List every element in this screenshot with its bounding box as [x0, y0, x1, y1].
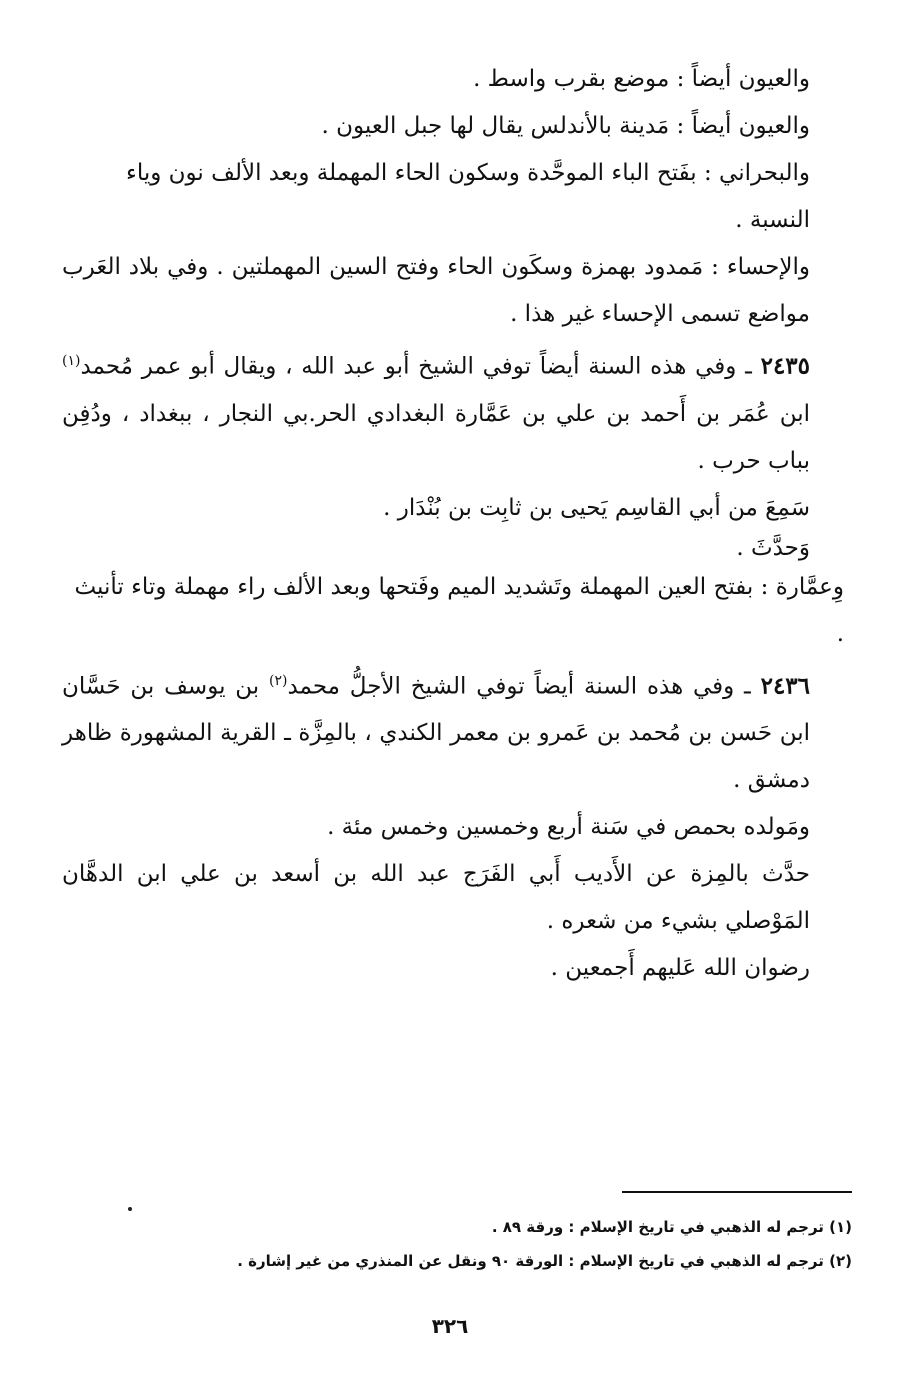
scan-speck — [128, 1207, 132, 1211]
entry-2436 — [62, 658, 844, 805]
footnote-ref-1[interactable]: (١) — [62, 353, 81, 369]
main-text — [62, 56, 844, 992]
paragraph-haddatha: وَحدَّثَ . — [736, 534, 810, 561]
paragraph-samia: سَمِعَ من أبي القاسِم يَحيى بن ثابِت بن بُنْدَار . — [383, 494, 810, 521]
footnote-1: (١) ترجم له الذهبي في تاريخ الإسلام : ورقة ٨٩ . — [491, 1218, 852, 1236]
paragraph-ihsa: والإحساء : مَمدود بهمزة وسكَون الحاء وفتح السين المهملتين . وفي بلاد العَرب مواضع تسمى الإحساء غير هذا . — [62, 254, 810, 327]
footnote-divider — [622, 1191, 852, 1193]
footnotes — [150, 1210, 852, 1278]
footnote-ref-2[interactable]: (٢) — [268, 672, 288, 689]
paragraph-haddath-mizza: حدَّث بالمِزة عن الأَديب أَبي الفَرَج عبد الله بن أسعد بن علي ابن الدهَّان المَوْصلي بشيء من شعره . — [62, 861, 810, 935]
entry-number: ٢٤٣٦ — [760, 672, 811, 700]
page-number: ٣٢٦ — [431, 1314, 469, 1338]
paragraph-ammara: وِعمَّارة : بفتح العين المهملة وتَشديد الميم وفَتحها وبعد الألف راء مهملة وتاء تأنيث . — [74, 573, 844, 647]
footnote-2: (٢) ترجم له الذهبي في تاريخ الإسلام : الورقة ٩٠ ونقل عن المنذري من غير إشارة . — [237, 1252, 852, 1270]
entry-continuation: ابن عُمَر بن أَحمد بن علي بن عَمَّارة البغدادي الحر.بي النجار ، ببغداد ، ودُفِن بباب حرب . — [62, 400, 810, 474]
paragraph-uyun-2: والعيون أيضاً : مَدينة بالأندلس يقال لها جبل العيون . — [321, 113, 810, 139]
entry-number: ٢٤٣٥ — [760, 352, 811, 380]
paragraph-mawlid: ومَولده بحمص في سَنة أربع وخمسين وخمس مئة . — [327, 814, 810, 841]
entry-2435 — [62, 338, 844, 485]
paragraph-uyun-1: والعيون أيضاً : موضع بقرب واسط . — [473, 66, 810, 92]
entry-continuation: بن يوسف بن حَسَّان ابن حَسن بن مُحمد بن عَمرو بن معمر الكندي ، بالمِزَّة ـ القرية المشهورة ظاهر دمشق . — [62, 673, 810, 794]
entry-text: ـ وفي هذه السنة أيضاً توفي الشيخ أبو عبد الله ، ويقال أبو عمر مُحمد — [80, 353, 752, 380]
paragraph-closing: رضوان الله عَليهم أَجمعين . — [550, 955, 810, 982]
entry-text: ـ وفي هذه السنة أيضاً توفي الشيخ الأجلُّ محمد — [287, 673, 751, 700]
paragraph-bahrani: والبحراني : بفَتح الباء الموحَّدة وسكون الحاء المهملة وبعد الألف نون وياء النسبة . — [126, 160, 810, 233]
